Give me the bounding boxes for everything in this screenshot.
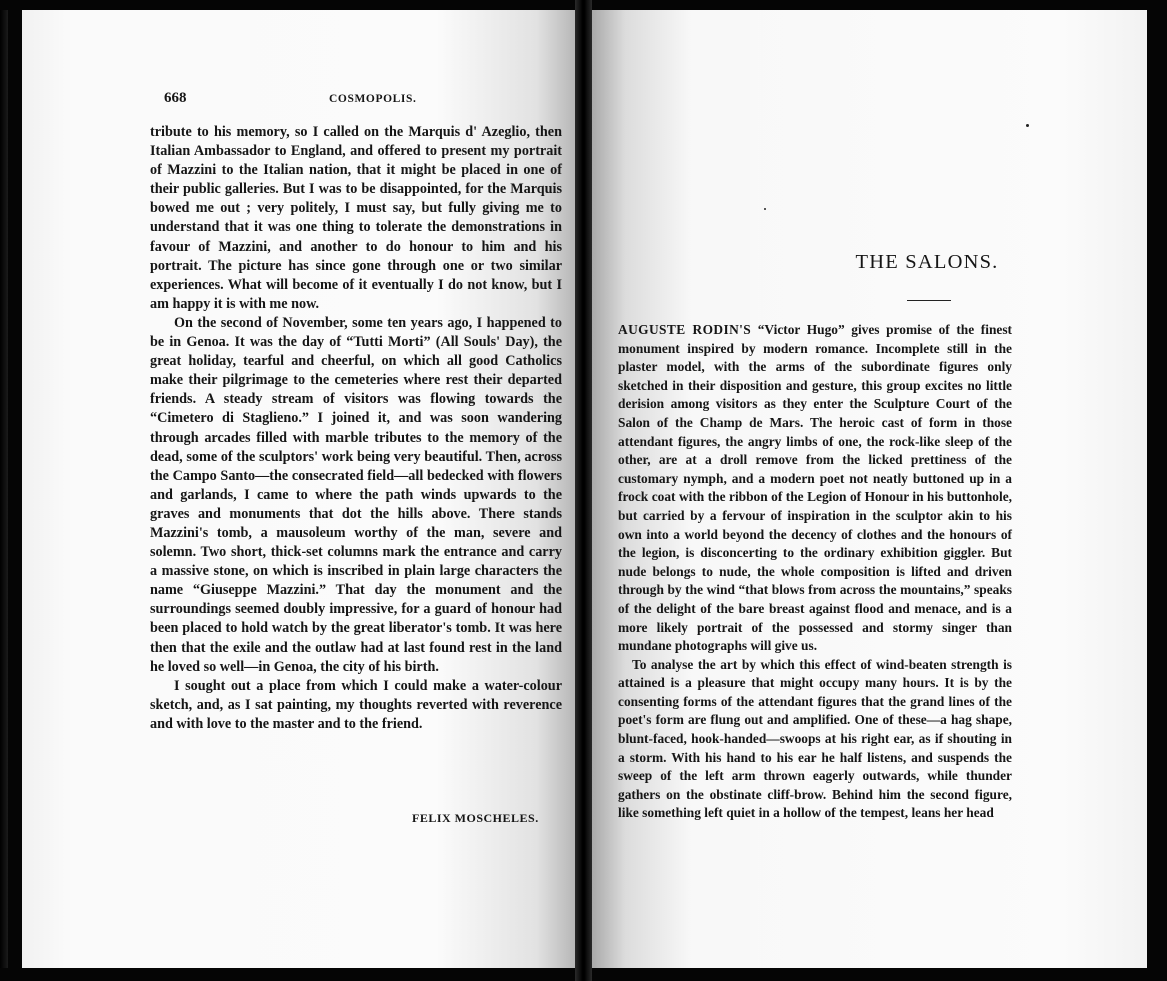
left-edge-shadow [0,10,8,968]
running-head: COSMOPOLIS. [329,93,417,105]
paragraph-2: To analyse the art by which this effect of wind-beaten strength is attained is a pleasure that might occupy many hours. It is by the consenting forms of the attendant figures that the grand lines of the poet's form are flung out and amplified. One of these—a hag shape, blunt-faced, hook-handed—swoops at his right ear, as if shouting in a storm. With his hand to his ear he half listens, and suspends the sweep of the left arm thrown eagerly outwards, while thunder gathers on the obstinate cliff-brow. Behind him the second figure, like something left quiet in a hollow of the tempest, leans her head [618,656,1012,821]
paragraph-2: On the second of November, some ten years ago, I happened to be in Genoa. It was the day of “Tutti Morti” (All Souls' Day), the great holiday, tearful and cheerful, on which all good Catholics make their pilgrimage to the cemeteries where rest their departed friends. A steady stream of visitors was flowing towards the “Cimetero di Staglieno.” I joined it, and was soon wandering through arcades filled with marble tributes to the memory of the dead, some of the sculptors' work being very beautiful. Then, across the Campo Santo—the consecrated field—all bedecked with flowers and garlands, I came to where the path winds upwards to the graves and monuments that dot the hills above. There stands Mazzini's tomb, a mausoleum worthy of the man, severe and solemn. Two short, thick-set columns mark the entrance and carry a massive stone, on which is inscribed in plain large characters the name “Giuseppe Mazzini.” That day the monument and the surroundings seemed doubly impressive, for a guard of honour had been placed to hold watch by the great liberator's tomb. It was here then that the exile and the outlaw had at last found rest in the land he loved so well—in Genoa, the city of his birth. [150,314,562,675]
page-number: 668 [164,90,187,106]
right-body-text [618,321,1012,823]
title-rule [907,300,951,301]
author-signature: FELIX MOSCHELES. [412,811,539,825]
left-page-header [164,90,544,116]
right-page [592,10,1147,968]
book-gutter [575,0,592,981]
article-title: THE SALONS. [855,251,999,273]
left-body-text [150,123,562,734]
ink-speck [764,208,766,210]
lead-in: AUGUSTE RODIN'S [618,322,752,337]
paragraph-1 [618,321,1012,656]
paragraph-1-text: “Victor Hugo” gives promise of the finest monument inspired by modern romance. Incomplete still in the plaster model, with the arms of the subordinate figures only sketched in their disposition and gesture, this group excites no little derision among visitors as they enter the Sculpture Court of the Salon of the Champ de Mars. The heroic cast of form in those attendant figures, the angry limbs of one, the rock-like sleep of the other, are at a droll remove from the licked prettiness of the customary nymph, and a modern poet not neatly buttoned up in a frock coat with the ribbon of the Legion of Honour in his buttonhole, but carried by a fervour of inspiration in the sculptor akin to his own into a world beyond the decency of clothes and the honours of the legion, is disconcerting to the ordinary exhibition giggler. But nude belongs to nude, the whole composition is lifted and driven through by the wind “that blows from across the mountains,” speaks of the delight of the bare breast against flood and menace, and is a more likely portrait of the possessed and stormy singer than mundane photographs will give us. [618,322,1013,654]
ink-speck [1026,124,1029,127]
paragraph-3: I sought out a place from which I could make a water-colour sketch, and, as I sat painting, my thoughts reverted with reverence and with love to the master and to the friend. [150,677,562,732]
left-page [22,10,575,968]
paragraph-1: tribute to his memory, so I called on the Marquis d' Azeglio, then Italian Ambassador to England, and offered to present my portrait of Mazzini to the Italian nation, that it might be placed in one of their public galleries. But I was to be disappointed, for the Marquis bowed me out ; very politely, I must say, but fully giving me to understand that it was one thing to tolerate the demonstrations in favour of Mazzini, and another to do honour to him and his portrait. The picture has since gone through one or two similar experiences. What will become of it eventually I do not know, but I am happy it is with me now. [150,124,562,312]
